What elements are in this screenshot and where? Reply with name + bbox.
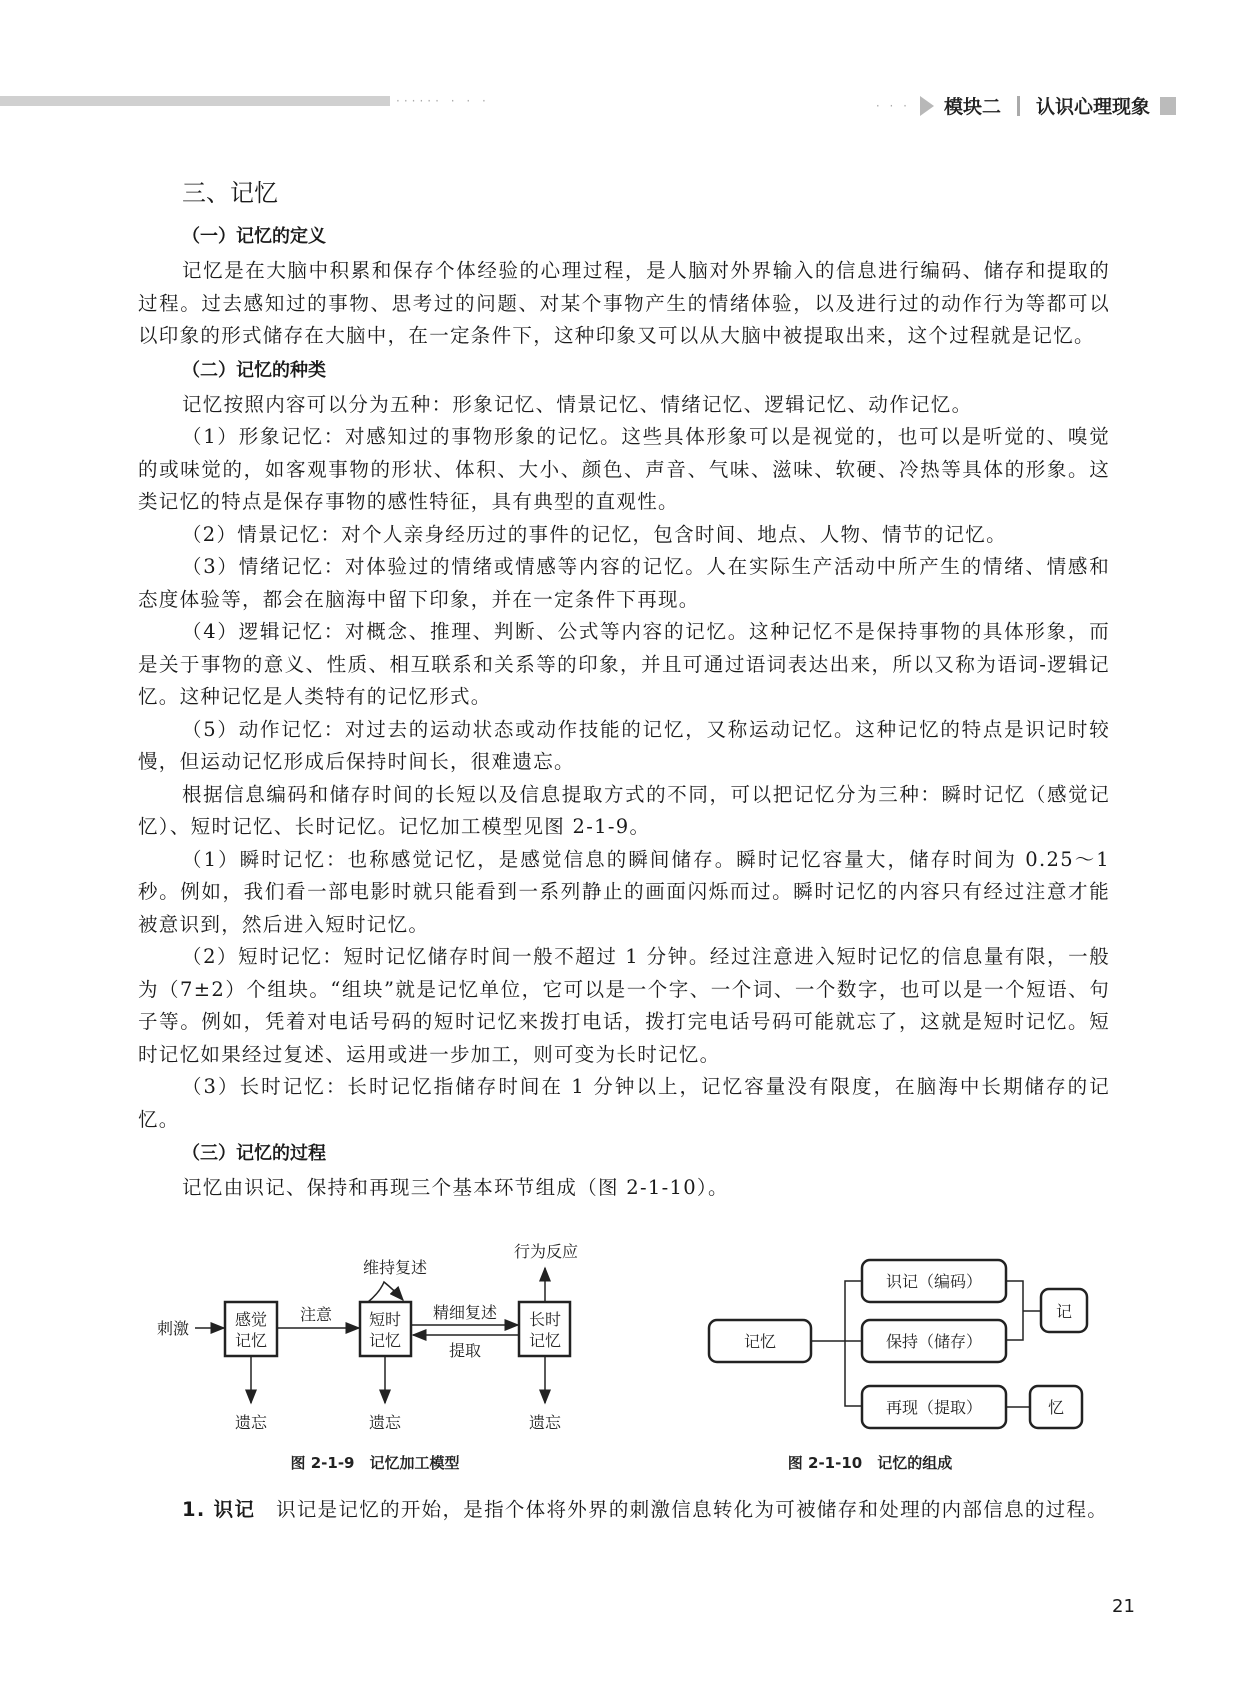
encode-label: 识记（编码） <box>885 1272 983 1291</box>
store-label: 保持（储存） <box>885 1332 983 1351</box>
short-term-label: 记忆 <box>368 1331 402 1350</box>
running-header <box>876 92 1176 119</box>
yi-label: 忆 <box>1047 1398 1065 1417</box>
paragraph: 记忆由识记、保持和再现三个基本环节组成（图 2-1-10）。 <box>182 1176 729 1199</box>
sensory-label: 感觉 <box>234 1310 268 1329</box>
header-dots-right: · · · <box>875 98 910 113</box>
ji-label: 记 <box>1055 1302 1073 1321</box>
square-icon <box>1160 97 1176 115</box>
subsection-title: （一）记忆的定义 <box>182 226 326 247</box>
maintain-label: 维持复述 <box>362 1258 428 1277</box>
response-label: 行为反应 <box>513 1242 579 1261</box>
paragraph: 记忆按照内容可以分为五种：形象记忆、情景记忆、情绪记忆、逻辑记忆、动作记忆。 <box>182 392 973 416</box>
body-text-continued <box>138 1494 1110 1527</box>
paragraph: 根据信息编码和储存时间的长短以及信息提取方式的不同，可以把记忆分为三种：瞬时记忆（感觉记忆）、短时记忆、长时记忆。记忆加工模型见图 2-1-9。 <box>138 782 1110 838</box>
figure-memory-model <box>195 1268 570 1403</box>
module-label: 模块二 <box>943 96 1001 118</box>
subsection-title: （二）记忆的种类 <box>182 359 326 381</box>
divider <box>1017 96 1020 116</box>
forget-label: 遗忘 <box>368 1413 402 1432</box>
figure-caption: 图 2-1-9 记忆加工模型 <box>290 1454 460 1472</box>
page-number: 21 <box>1112 1596 1135 1617</box>
header-bar <box>0 96 390 106</box>
long-term-label: 记忆 <box>528 1331 562 1350</box>
paragraph: （4）逻辑记忆：对概念、推理、判断、公式等内容的记忆。这种记忆不是保持事物的具体形象，而是关于事物的意义、性质、相互联系和关系等的印象，并且可通过语词表达出来，所以又称为语词-逻辑记忆。这种记忆是人类特有的记忆形式。 <box>138 620 1110 708</box>
forget-label: 遗忘 <box>234 1413 268 1432</box>
forget-label: 遗忘 <box>528 1413 562 1432</box>
stimulus-label: 刺激 <box>156 1319 190 1338</box>
attention-label: 注意 <box>299 1305 333 1324</box>
figure-memory-components <box>709 1260 1087 1428</box>
body-text <box>138 175 1110 1205</box>
paragraph: （2）情景记忆：对个人亲身经历过的事件的记忆，包含时间、地点、人物、情节的记忆。 <box>182 522 1007 546</box>
header-dots: ······ · · · <box>396 94 490 108</box>
chapter-label: 认识心理现象 <box>1035 96 1150 118</box>
elaborate-label: 精细复述 <box>432 1303 498 1322</box>
paragraph: （3）情绪记忆：对体验过的情绪或情感等内容的记忆。人在实际生产活动中所产生的情绪、情感和态度体验等，都会在脑海中留下印象，并在一定条件下再现。 <box>138 555 1110 611</box>
term-label: 1. 识记 <box>182 1498 256 1521</box>
paragraph: （3）长时记忆：长时记忆指储存时间在 1 分钟以上，记忆容量没有限度，在脑海中长期储存的记忆。 <box>138 1075 1110 1131</box>
long-term-label: 长时 <box>528 1310 562 1329</box>
recall-label: 再现（提取） <box>885 1398 983 1417</box>
paragraph: 记忆是在大脑中积累和保存个体经验的心理过程，是人脑对外界输入的信息进行编码、储存和提取的过程。过去感知过的事物、思考过的问题、对某个事物产生的情绪体验，以及进行过的动作行为等都可以以印象的形式储存在大脑中，在一定条件下，这种印象又可以从大脑中被提取出来，这个过程就是记忆。 <box>138 259 1110 347</box>
paragraph: （2）短时记忆：短时记忆储存时间一般不超过 1 分钟。经过注意进入短时记忆的信息量有限，一般为（7±2）个组块。“组块”就是记忆单位，它可以是一个字、一个词、一个数字，也可以是一个短语、句子等。例如，凭着对电话号码的短时记忆来拨打电话，拨打完电话号码可能就忘了，这就是短时记忆。短时记忆如果经过复述、运用或进一步加工，则可变为长时记忆。 <box>138 945 1110 1066</box>
paragraph: （1）瞬时记忆：也称感觉记忆，是感觉信息的瞬间储存。瞬时记忆容量大，储存时间为 0.25～1 秒。例如，我们看一部电影时就只能看到一系列静止的画面闪烁而过。瞬时记忆的内容只有经过注意才能被意识到，然后进入短时记忆。 <box>138 847 1110 936</box>
subsection-title: （三）记忆的过程 <box>182 1143 326 1164</box>
section-title: 三、记忆 <box>182 179 278 207</box>
sensory-label: 记忆 <box>234 1331 268 1350</box>
figure-caption: 图 2-1-10 记忆的组成 <box>787 1454 953 1472</box>
short-term-label: 短时 <box>368 1310 402 1329</box>
paragraph <box>138 1494 1110 1527</box>
paragraph: （5）动作记忆：对过去的运动状态或动作技能的记忆，又称运动记忆。这种记忆的特点是识记时较慢，但运动记忆形成后保持时间长，很难遗忘。 <box>138 717 1110 773</box>
term-text: 识记是记忆的开始，是指个体将外界的刺激信息转化为可被储存和处理的内部信息的过程。 <box>276 1498 1109 1521</box>
memory-label: 记忆 <box>743 1332 777 1351</box>
chevron-right-icon <box>920 96 934 116</box>
paragraph: （1）形象记忆：对感知过的事物形象的记忆。这些具体形象可以是视觉的，也可以是听觉的、嗅觉的或味觉的，如客观事物的形状、体积、大小、颜色、声音、气味、滋味、软硬、冷热等具体的形象。这类记忆的特点是保存事物的感性特征，具有典型的直观性。 <box>138 425 1110 513</box>
retrieve-label: 提取 <box>448 1341 482 1360</box>
